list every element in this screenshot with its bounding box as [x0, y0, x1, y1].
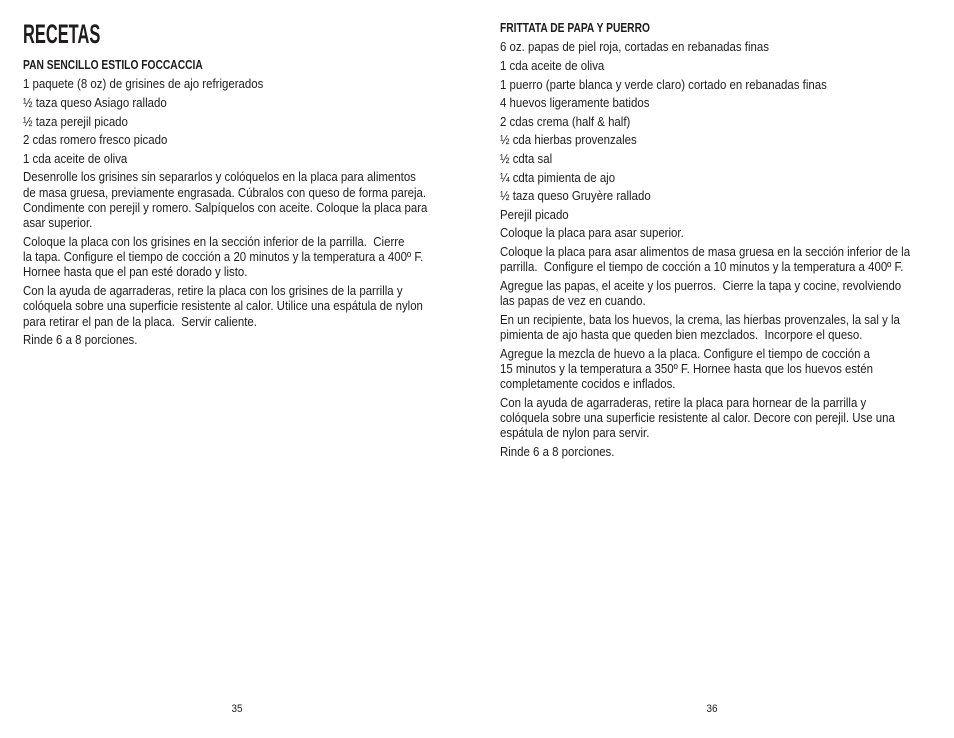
ingredient-item: ½ taza perejil picado	[23, 114, 128, 129]
instruction-step	[500, 313, 930, 344]
ingredient-item: 1 cda aceite de oliva	[500, 58, 605, 73]
ingredient-item: 6 oz. papas de piel roja, cortadas en rebanadas finas	[500, 40, 769, 55]
instruction-line: completamente cocidos e inflados.	[500, 377, 676, 392]
instruction-line: pimienta de ajo hasta que queden bien mezclados. Incorpore el queso.	[500, 328, 863, 342]
instruction-step	[23, 235, 453, 281]
instruction-line: Con la ayuda de agarraderas, retire la placa para hornear de la parrilla y	[500, 395, 867, 410]
ingredient-item: 1 paquete (8 oz) de grisines de ajo refrigerados	[23, 77, 264, 92]
instruction-line: Con la ayuda de agarraderas, retire la placa con los grisines de la parrilla y	[23, 284, 403, 299]
ingredient-item: 4 huevos ligeramente batidos	[500, 96, 650, 111]
ingredient-item: 1 cda aceite de oliva	[23, 151, 128, 166]
ingredient-item: ½ taza queso Asiago rallado	[23, 95, 167, 110]
instruction-step	[500, 396, 930, 442]
instruction-line: Coloque la placa para asar superior.	[500, 226, 684, 241]
instruction-step	[23, 170, 453, 231]
ingredient-item: 1 puerro (parte blanca y verde claro) cortado en rebanadas finas	[500, 77, 827, 92]
instruction-line: Hornee hasta que el pan esté dorado y listo.	[23, 265, 248, 280]
instruction-line: para retirar el pan de la placa. Servir caliente.	[23, 314, 257, 329]
ingredient-item: ½ cdta sal	[500, 151, 553, 166]
instruction-step	[500, 245, 930, 276]
instruction-line: las papas de vez en cuando.	[500, 294, 646, 309]
instruction-step	[500, 279, 930, 310]
recipe-yield: Rinde 6 a 8 porciones.	[500, 444, 615, 459]
ingredient-item: Perejil picado	[500, 207, 569, 222]
ingredient-list	[23, 77, 453, 167]
recipe-frittata	[500, 21, 930, 463]
instruction-list	[500, 226, 930, 441]
instruction-line: Coloque la placa con los grisines en la sección inferior de la parrilla. Cierre	[23, 234, 405, 249]
ingredient-item: ½ taza queso Gruyère rallado	[500, 189, 651, 204]
ingredient-list	[500, 40, 930, 223]
ingredient-item: ½ cda hierbas provenzales	[500, 133, 637, 148]
recipe-title: PAN SENCILLO ESTILO FOCCACCIA	[23, 58, 203, 73]
right-page	[477, 0, 954, 738]
instruction-line: asar superior.	[23, 216, 93, 231]
page-title: RECETAS	[23, 18, 101, 49]
ingredient-item: 2 cdas romero fresco picado	[23, 133, 168, 148]
instruction-step	[500, 226, 930, 241]
instruction-step	[23, 284, 453, 330]
instruction-line: En un recipiente, bata los huevos, la crema, las hierbas provenzales, la sal y la	[500, 312, 900, 327]
recipe-title: FRITTATA DE PAPA Y PUERRO	[500, 21, 650, 36]
instruction-line: parrilla. Configure el tiempo de cocción a 10 minutos y la temperatura a 400º F.	[500, 260, 904, 275]
recipe-yield: Rinde 6 a 8 porciones.	[23, 333, 138, 348]
instruction-line: espátula de nylon para servir.	[500, 426, 650, 441]
instruction-line: Agregue la mezcla de huevo a la placa. Configure el tiempo de cocción a	[500, 346, 871, 361]
page-number: 36	[706, 703, 718, 715]
instruction-line: colóquela sobre una superficie resistente al calor. Decore con perejil. Use una	[500, 411, 895, 426]
instruction-line: Agregue las papas, el aceite y los puerros. Cierre la tapa y cocine, revolviendo	[500, 278, 902, 293]
instruction-line: la tapa. Configure el tiempo de cocción a 20 minutos y la temperatura a 400º F.	[23, 250, 424, 265]
instruction-line: de masa gruesa, previamente engrasada. Cúbralos con queso de forma pareja.	[23, 185, 427, 200]
instruction-line: Coloque la placa para asar alimentos de masa gruesa en la sección inferior de la	[500, 244, 911, 259]
instruction-list	[23, 170, 453, 330]
instruction-step	[500, 347, 930, 393]
ingredient-item: 2 cdas crema (half & half)	[500, 114, 631, 129]
ingredient-item: ¼ cdta pimienta de ajo	[500, 170, 616, 185]
page-number: 35	[231, 703, 243, 715]
instruction-line: Desenrolle los grisines sin separarlos y colóquelos en la placa para alimentos	[23, 170, 416, 185]
instruction-line: Condimente con perejil y romero. Salpíquelos con aceite. Coloque la placa para	[23, 200, 428, 215]
recipe-pan-sencillo	[23, 58, 453, 351]
instruction-line: colóquela sobre una superficie resistente al calor. Utilice una espátula de nylon	[23, 299, 423, 314]
instruction-line: 15 minutos y la temperatura a 350º F. Hornee hasta que los huevos estén	[500, 361, 873, 376]
